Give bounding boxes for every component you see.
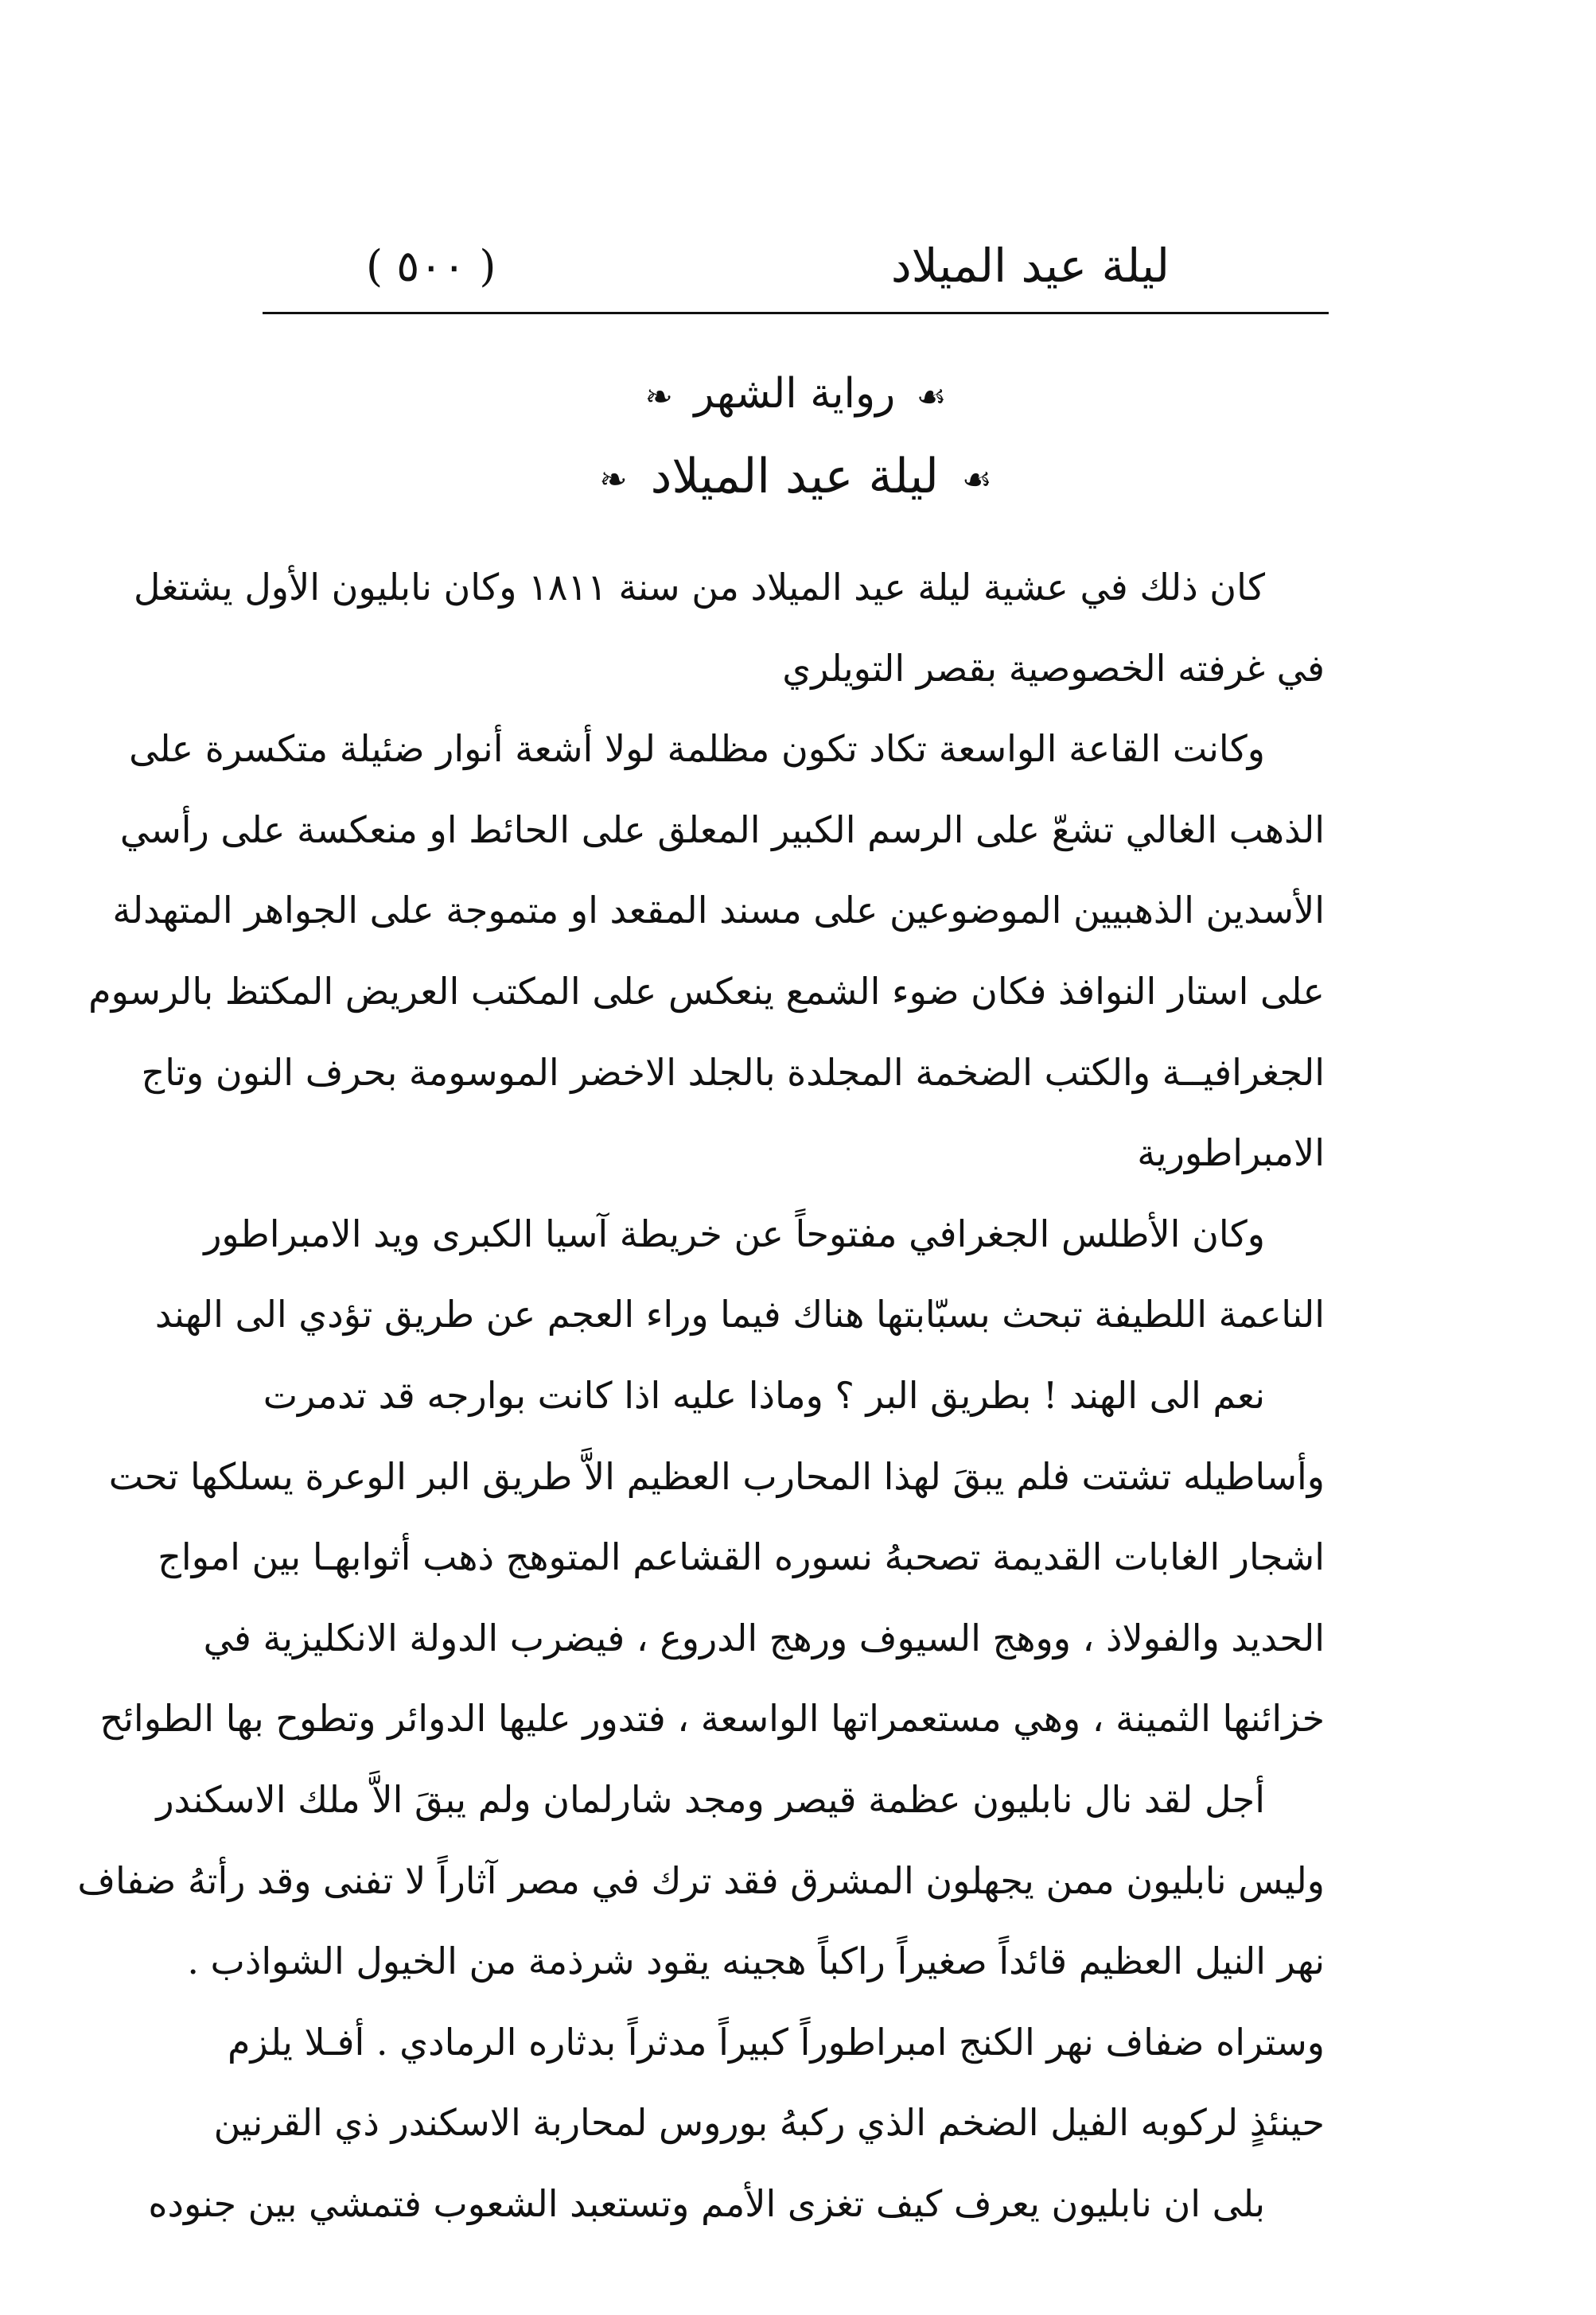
text-line: وأساطيله تشتت فلم يبقَ لهذا المحارب العظيم الاَّ طريق البر الوعرة يسلكها تحت xyxy=(108,1454,1325,1498)
text-line: الجغرافيــة والكتب الضخمة المجلدة بالجلد الاخضر الموسومة بحرف النون وتاج xyxy=(141,1050,1325,1094)
text-line: اشجار الغابات القديمة تصحبهُ نسوره القشاعم المتوهج ذهب أثوابهـا بين امواج xyxy=(158,1535,1325,1579)
text-line: أجل لقد نال نابليون عظمة قيصر ومجد شارلمان ولم يبقَ الاَّ ملك الاسكندر xyxy=(156,1777,1265,1821)
ornament-right-icon: ☙ xyxy=(961,460,992,500)
page-number: ( ٥٠٠ ) xyxy=(366,241,496,291)
text-line: نهر النيل العظيم قائداً صغيراً راكباً هجينه يقود شرذمة من الخيول الشواذب . xyxy=(187,1940,1325,1983)
running-header xyxy=(263,231,1329,302)
text-line: بلى ان نابليون يعرف كيف تغزى الأمم وتستعبد الشعوب فتمشي بين جنوده xyxy=(148,2181,1265,2225)
text-line: الذهب الغالي تشعّ على الرسم الكبير المعلق على الحائط او منعكسة على رأسي xyxy=(119,807,1325,851)
header-divider xyxy=(263,312,1329,314)
text-line: حينئذٍ لركوبه الفيل الضخم الذي ركبهُ بوروس لمحاربة الاسكندر ذي القرنين xyxy=(213,2101,1325,2145)
text-line: في غرفته الخصوصية بقصر التويلري xyxy=(782,646,1325,690)
text-line: كان ذلك في عشية ليلة عيد الميلاد من سنة ١٨١١ وكان نابليون الأول يشتغل xyxy=(133,566,1265,609)
text-line: وستراه ضفاف نهر الكنج امبراطوراً كبيراً مدثراً بدثاره الرمادي . أفـلا يلزم xyxy=(228,2020,1325,2064)
section-heading xyxy=(263,362,1329,429)
story-title xyxy=(263,442,1329,515)
text-line: وكانت القاعة الواسعة تكاد تكون مظلمة لولا أشعة أنوار ضئيلة متكسرة على xyxy=(129,727,1265,771)
text-line: وليس نابليون ممن يجهلون المشرق فقد ترك في مصر آثاراً لا تفنى وقد رأتهُ ضفاف xyxy=(77,1858,1325,1902)
text-line: الحديد والفولاذ ، ووهج السيوف ورهج الدروع ، فيضرب الدولة الانكليزية في xyxy=(203,1616,1325,1659)
text-line: على استار النوافذ فكان ضوء الشمع ينعكس على المكتب العريض المكتظ بالرسوم xyxy=(88,969,1325,1013)
text-line: وكان الأطلس الجغرافي مفتوحاً عن خريطة آسيا الكبرى ويد الامبراطور xyxy=(204,1212,1265,1255)
ornament-left-icon: ❧ xyxy=(599,460,628,500)
text-line: الأسدين الذهبيين الموضوعين على مسند المقعد او متموجة على الجواهر المتهدلة xyxy=(112,889,1325,932)
running-title: ليلة عيد الميلاد xyxy=(890,239,1170,293)
body-text xyxy=(77,547,1325,2244)
text-line: الناعمة اللطيفة تبحث بسبّابتها هناك فيما وراء العجم عن طريق تؤدي الى الهند xyxy=(154,1293,1325,1336)
section-heading-text: رواية الشهر xyxy=(694,370,896,418)
text-line: خزائنها الثمينة ، وهي مستعمراتها الواسعة ، فتدور عليها الدوائر وتطوح بها الطوائح xyxy=(99,1697,1325,1741)
ornament-right-icon: ☙ xyxy=(916,376,947,416)
ornament-left-icon: ❧ xyxy=(644,376,673,416)
story-title-text: ليلة عيد الميلاد xyxy=(650,449,939,504)
text-line: الامبراطورية xyxy=(1137,1131,1325,1175)
text-line: نعم الى الهند ! بطريق البر ؟ وماذا عليه اذا كانت بوارجه قد تدمرت xyxy=(263,1373,1265,1417)
